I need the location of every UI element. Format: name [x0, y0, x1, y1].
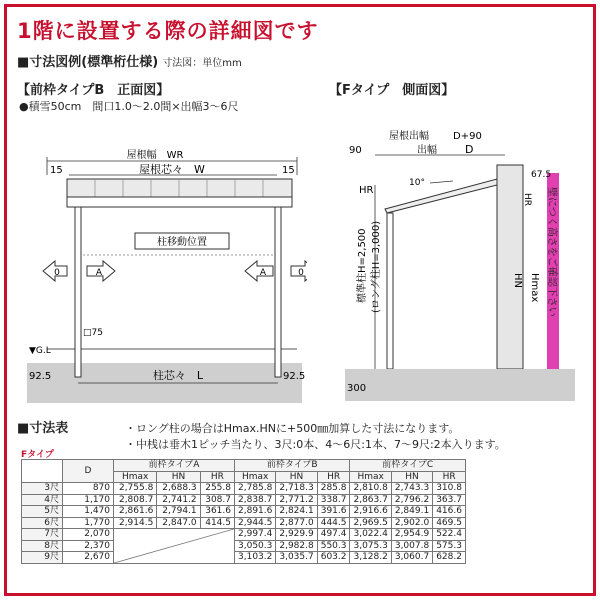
right-925-label: 92.5	[283, 371, 306, 382]
v675-label: 67.5	[531, 170, 552, 180]
cell-a-hr: 255.8	[200, 483, 234, 495]
cell-b-hr: 338.7	[317, 494, 350, 506]
cell-c-hn: 3,007.8	[391, 540, 432, 552]
cell-c-hn: 2,796.2	[391, 494, 432, 506]
right-o-label: 0	[298, 268, 304, 278]
cell-b-hn: 2,771.2	[276, 494, 317, 506]
right-post	[275, 207, 281, 377]
cell-a-hmax: 2,914.5	[114, 517, 157, 529]
cell-c-hn: 2,849.1	[391, 506, 432, 518]
cell-b-hmax: 2,997.4	[235, 529, 276, 541]
cell-a-hmax: 2,808.7	[114, 494, 157, 506]
subheader-hmax: Hmax	[114, 471, 157, 483]
cell-b-hmax: 2,785.8	[235, 483, 276, 495]
cell-c-hmax: 2,810.8	[350, 483, 391, 495]
col-d: D	[63, 460, 114, 483]
cell-b-hn: 3,035.7	[276, 552, 317, 564]
row-label: 9尺	[22, 552, 63, 564]
right-15-label: 15	[282, 165, 295, 176]
hn-label: HN	[512, 273, 523, 288]
row-label: 8尺	[22, 540, 63, 552]
side-view-heading: 【Fタイプ 側面図】	[329, 83, 455, 98]
cell-c-hmax: 3,128.2	[350, 552, 391, 564]
cell-a-hn: 2,741.2	[157, 494, 200, 506]
cell-c-hn: 2,954.9	[391, 529, 432, 541]
row-label: 3尺	[22, 483, 63, 495]
roof-core-label: 屋根芯々 W	[139, 163, 205, 176]
wall-note: 壁につく高さをご確認下さい	[546, 187, 557, 317]
row-d: 870	[63, 483, 114, 495]
cell-c-hmax: 3,022.4	[350, 529, 391, 541]
cell-c-hn: 2,902.0	[391, 517, 432, 529]
f-type-tag: Fタイプ	[21, 450, 54, 460]
subheader-hr: HR	[200, 471, 234, 483]
row-d: 2,370	[63, 540, 114, 552]
cell-c-hr: 310.8	[433, 483, 466, 495]
dimension-heading-text: ■寸法図例(標準桁仕様)	[17, 55, 159, 70]
subheader-hmax: Hmax	[235, 471, 276, 483]
cell-a-hn: 2,847.0	[157, 517, 200, 529]
table-heading: ■寸法表	[17, 421, 69, 436]
side-hr-label: HR	[522, 193, 532, 207]
table-row	[22, 506, 466, 518]
front-frame	[67, 197, 292, 207]
long-post-note: ・ロング柱の場合はHmax.HNに+500㎜加算した寸法になります。	[125, 422, 460, 435]
cell-a-hr: 361.6	[200, 506, 234, 518]
v300-label: 300	[347, 383, 367, 394]
cell-a-hn: 2,794.1	[157, 506, 200, 518]
cell-c-hr: 363.7	[433, 494, 466, 506]
out-label: 出幅	[417, 145, 437, 156]
cell-c-hr: 575.3	[433, 540, 466, 552]
detail-page	[4, 4, 596, 596]
d-label: D	[465, 143, 474, 156]
subheader-hmax: Hmax	[350, 471, 391, 483]
hmax-label: Hmax	[529, 273, 540, 303]
table-row	[22, 540, 466, 552]
cell-a-hn: 2,688.3	[157, 483, 200, 495]
cell-a-hr: 414.5	[200, 517, 234, 529]
table-row	[22, 517, 466, 529]
empty-cell	[114, 529, 235, 564]
wall	[497, 165, 523, 369]
cell-c-hr: 469.5	[433, 517, 466, 529]
row-d: 1,770	[63, 517, 114, 529]
cell-b-hn: 2,824.1	[276, 506, 317, 518]
left-post	[75, 207, 81, 377]
subheader-hr: HR	[433, 471, 466, 483]
cell-c-hn: 3,060.7	[391, 552, 432, 564]
front-view-heading: 【前枠タイプB 正面図】	[17, 83, 170, 98]
cell-c-hr: 416.6	[433, 506, 466, 518]
cell-b-hr: 444.5	[317, 517, 350, 529]
cell-a-hmax: 2,755.8	[114, 483, 157, 495]
cell-b-hmax: 2,891.6	[235, 506, 276, 518]
cell-b-hr: 497.4	[317, 529, 350, 541]
roof-width-label: 屋根幅 WR	[126, 150, 184, 161]
subheader-hn: HN	[276, 471, 317, 483]
side-view-diagram	[325, 113, 595, 413]
cell-b-hn: 2,877.0	[276, 517, 317, 529]
front-view-diagram	[7, 113, 307, 413]
cell-b-hr: 285.8	[317, 483, 350, 495]
roof-out-label: 屋根出幅	[389, 131, 429, 142]
post-core-label: 柱芯々 L	[152, 369, 204, 382]
row-d: 1,470	[63, 506, 114, 518]
table-row	[22, 552, 466, 564]
front-view-spec: ●積雪50cm 間口1.0〜2.0間×出幅3〜6尺	[19, 100, 239, 113]
group-b: 前枠タイプB	[235, 460, 350, 472]
angle-label: 10°	[409, 178, 425, 188]
subheader-hn: HN	[157, 471, 200, 483]
right-a-label: A	[259, 268, 267, 278]
cell-b-hn: 2,718.3	[276, 483, 317, 495]
post-size-label: □75	[83, 328, 103, 338]
cell-a-hmax: 2,861.6	[114, 506, 157, 518]
group-c: 前枠タイプC	[350, 460, 465, 472]
side-ground	[345, 369, 575, 401]
middle-bar-note: ・中桟は垂木1ピッチ当たり、3尺:0本、4〜6尺:1本、7〜9尺:2本入ります。	[125, 438, 506, 451]
long-post-label: (ロング柱H=3,000)	[371, 220, 382, 313]
cell-c-hmax: 3,075.3	[350, 540, 391, 552]
unit-note: 寸法図：単位mm	[162, 58, 242, 69]
cell-c-hmax: 2,916.6	[350, 506, 391, 518]
std-post-label: 標準柱H=2,500	[357, 228, 368, 303]
cell-b-hmax: 2,944.5	[235, 517, 276, 529]
dimension-heading	[17, 51, 242, 70]
cell-b-hmax: 2,838.7	[235, 494, 276, 506]
row-label: 7尺	[22, 529, 63, 541]
left-925-label: 92.5	[29, 371, 52, 382]
cell-b-hr: 391.6	[317, 506, 350, 518]
row-label: 4尺	[22, 494, 63, 506]
hr-label: HR	[359, 185, 374, 196]
left-o-label: 0	[54, 268, 60, 278]
row-label: 6尺	[22, 517, 63, 529]
row-d: 2,070	[63, 529, 114, 541]
cell-c-hr: 628.2	[433, 552, 466, 564]
table-row	[22, 529, 466, 541]
v90-label: 90	[349, 145, 362, 156]
side-post	[387, 213, 393, 369]
cell-b-hmax: 3,103.2	[235, 552, 276, 564]
cell-b-hmax: 3,050.3	[235, 540, 276, 552]
left-15-label: 15	[50, 165, 63, 176]
cell-b-hn: 2,929.9	[276, 529, 317, 541]
cell-c-hn: 2,743.3	[391, 483, 432, 495]
table-row	[22, 494, 466, 506]
row-d: 2,670	[63, 552, 114, 564]
subheader-hr: HR	[317, 471, 350, 483]
page-title: 1階に設置する際の詳細図です	[17, 19, 319, 43]
cell-b-hr: 603.2	[317, 552, 350, 564]
row-d: 1,170	[63, 494, 114, 506]
left-a-label: A	[95, 268, 103, 278]
gl-label: ▼G.L	[29, 346, 51, 356]
cell-b-hr: 550.3	[317, 540, 350, 552]
cell-c-hmax: 2,969.5	[350, 517, 391, 529]
post-move-label: 柱移動位置	[157, 237, 207, 248]
group-a: 前枠タイプA	[114, 460, 235, 472]
side-roof	[385, 179, 497, 213]
row-label: 5尺	[22, 506, 63, 518]
cell-c-hmax: 2,863.7	[350, 494, 391, 506]
d90-label: D+90	[453, 131, 482, 142]
cell-b-hn: 2,982.8	[276, 540, 317, 552]
cell-c-hr: 522.4	[433, 529, 466, 541]
dimension-table	[21, 459, 466, 564]
subheader-hn: HN	[391, 471, 432, 483]
table-row	[22, 483, 466, 495]
cell-a-hr: 308.7	[200, 494, 234, 506]
roof-panel	[67, 179, 292, 197]
